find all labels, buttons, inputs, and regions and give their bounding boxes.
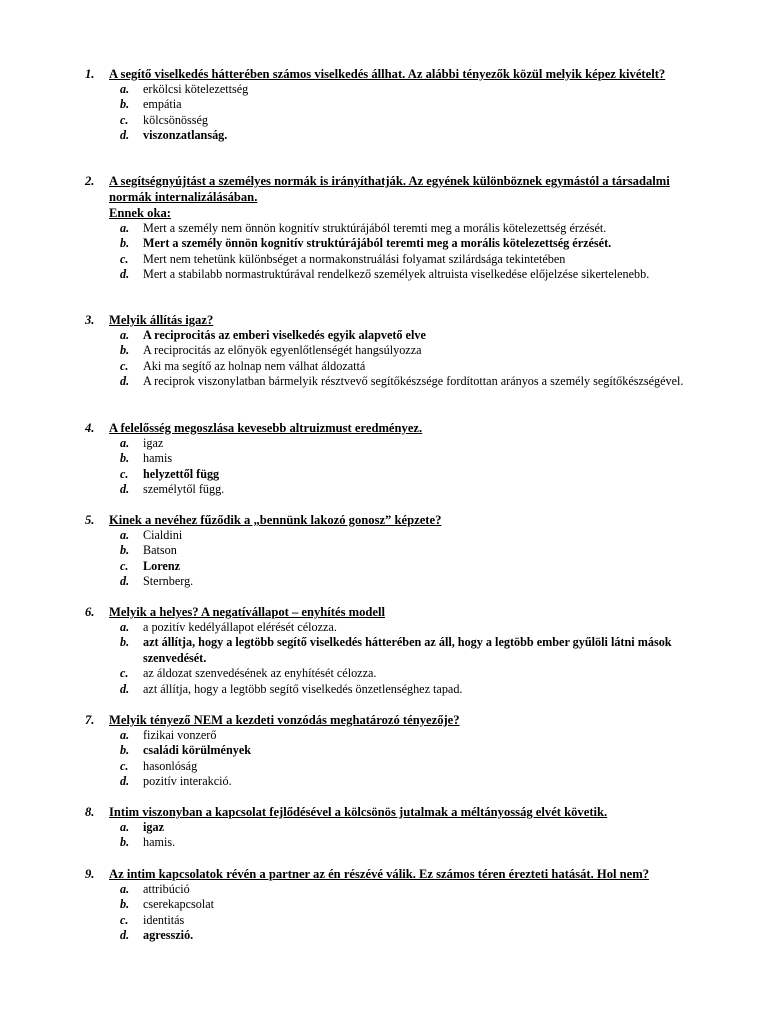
option-list [85,728,695,790]
option-letter: d. [120,482,130,497]
answer-option [85,913,695,928]
option-text: empátia [143,97,182,112]
answer-option [85,666,695,681]
option-text: Aki ma segítő az holnap nem válhat áldozattá [143,358,366,373]
option-text: igaz [143,436,164,450]
option-text: hamis. [143,835,176,850]
answer-option [85,759,695,774]
option-text: attribúció [143,882,190,896]
option-list [85,221,695,283]
option-text: Mert a stabilabb normastruktúrával rendelkező személyek altruista viselkedése előjelzése sikertelenebb. [143,267,650,282]
question-text: Melyik állítás igaz? [109,313,214,327]
option-text: fizikai vonzerő [143,728,217,742]
answer-option [85,267,695,282]
option-letter: b. [120,343,130,358]
answer-option [85,543,695,558]
question-3 [85,312,695,390]
question-heading [85,866,695,882]
option-letter: c. [120,758,129,773]
question-number: 5. [85,513,95,527]
question-heading [85,173,695,221]
question-text: Intim viszonyban a kapcsolat fejlődésével a kölcsönös jutalmak a méltányosság elvét követik. [109,805,608,819]
answer-option [85,374,695,389]
answer-option [85,774,695,789]
question-text: Melyik a helyes? A negatívállapot – enyhítés modell [109,605,386,619]
question-9 [85,866,695,944]
option-letter: a. [120,328,130,342]
question-6 [85,604,695,697]
answer-option [85,236,695,251]
option-letter: a. [120,528,130,542]
question-heading [85,66,695,82]
question-heading [85,312,695,328]
option-letter: b. [120,97,130,112]
option-text: Mert nem tehetünk különbséget a normakonstruálási folyamat szilárdsága tekintetében [143,251,566,266]
question-heading [85,604,695,620]
question-heading [85,804,695,820]
answer-option [85,128,695,143]
question-text: A segítő viselkedés hátterében számos viselkedés állhat. Az alábbi tényezők közül melyik képez kivételt? [109,67,666,81]
option-list [85,820,695,851]
question-text: Kinek a nevéhez fűződik a „bennünk lakozó gonosz” képzete? [109,513,442,527]
option-letter: a. [120,620,130,634]
option-text: Sternberg. [143,574,194,589]
option-list [85,436,695,498]
answer-option [85,559,695,574]
option-text: azt állítja, hogy a legtöbb segítő viselkedés önzetlenséghez tapad. [143,681,463,696]
question-8 [85,804,695,851]
option-text: cserekapcsolat [143,897,215,912]
option-text: Batson [143,543,177,558]
option-text: A reciprocitás az előnyök egyenlőtlenségét hangsúlyozza [143,343,422,358]
option-text: Mert a személy nem önnön kognitív struktúrájából teremti meg a morális kötelezettség érzését. [143,221,607,235]
option-text: pozitív interakció. [143,774,232,789]
option-text: A reciprocitás az emberi viselkedés egyik alapvető elve [143,328,426,342]
option-letter: a. [120,82,130,96]
answer-option [85,436,695,451]
answer-option [85,882,695,897]
option-letter: d. [120,267,130,282]
option-letter: c. [120,666,129,681]
option-text: viszonzatlanság. [143,128,228,143]
option-text: kölcsönösség [143,112,208,127]
option-letter: d. [120,928,130,943]
question-number: 8. [85,805,95,819]
answer-option [85,451,695,466]
option-letter: a. [120,436,130,450]
option-letter: d. [120,374,130,389]
option-letter: a. [120,221,130,235]
question-number: 3. [85,313,95,327]
option-letter: b. [120,835,130,850]
question-text: A felelősség megoszlása kevesebb altruizmust eredményez. [109,421,423,435]
question-number: 6. [85,605,95,619]
answer-option [85,482,695,497]
option-text: családi körülmények [143,743,252,758]
option-letter: b. [120,451,130,466]
question-2 [85,173,695,283]
option-text: hasonlóság [143,758,198,773]
option-list [85,328,695,390]
option-text: erkölcsi kötelezettség [143,82,249,96]
option-list [85,620,695,697]
option-text: a pozitív kedélyállapot elérését célozza. [143,620,337,634]
question-text: A segítségnyújtást a személyes normák is irányíthatják. Az egyének különböznek egymástól a társadalmi normák internalizálásában. [109,174,670,204]
question-number: 4. [85,421,95,435]
answer-option [85,467,695,482]
option-text: hamis [143,451,173,466]
answer-option [85,528,695,543]
answer-option [85,728,695,743]
option-text: agresszió. [143,928,194,943]
answer-option [85,97,695,112]
question-number: 2. [85,174,95,188]
option-text: Mert a személy önnön kognitív struktúrájából teremti meg a morális kötelezettség érzését. [143,236,612,251]
option-text: Cialdini [143,528,183,542]
answer-option [85,928,695,943]
option-letter: b. [120,635,130,650]
question-number: 9. [85,867,95,881]
option-letter: d. [120,574,130,589]
answer-option [85,897,695,912]
option-letter: a. [120,882,130,896]
option-letter: c. [120,358,129,373]
option-letter: d. [120,128,130,143]
question-5 [85,512,695,590]
option-list [85,528,695,590]
question-text: Melyik tényező NEM a kezdeti vonzódás meghatározó tényezője? [109,713,460,727]
answer-option [85,635,695,666]
answer-option [85,82,695,97]
option-text: az áldozat szenvedésének az enyhítését célozza. [143,666,377,681]
question-heading [85,712,695,728]
answer-option [85,820,695,835]
answer-option [85,620,695,635]
question-1 [85,66,695,144]
option-letter: c. [120,558,129,573]
question-subtext: Ennek oka: [109,206,171,220]
option-letter: a. [120,820,130,834]
option-text: A reciprok viszonylatban bármelyik résztvevő segítőkészsége fordítottan arányos a személy segítőkészségével. [143,374,684,389]
answer-option [85,682,695,697]
answer-option [85,343,695,358]
option-letter: c. [120,251,129,266]
answer-option [85,221,695,236]
option-letter: c. [120,466,129,481]
answer-option [85,743,695,758]
answer-option [85,835,695,850]
question-7 [85,712,695,790]
option-letter: c. [120,912,129,927]
option-letter: b. [120,236,130,251]
answer-option [85,574,695,589]
answer-option [85,328,695,343]
answer-option [85,113,695,128]
option-letter: b. [120,743,130,758]
option-text: identitás [143,912,185,927]
question-text: Az intim kapcsolatok révén a partner az én részévé válik. Ez számos téren érezteti hatását. Hol nem? [109,867,650,881]
question-4 [85,420,695,498]
option-letter: a. [120,728,130,742]
question-heading [85,512,695,528]
option-text: Lorenz [143,558,181,573]
option-letter: b. [120,543,130,558]
option-letter: d. [120,681,130,696]
option-list [85,82,695,144]
answer-option [85,359,695,374]
answer-option [85,252,695,267]
question-number: 7. [85,713,95,727]
option-text: személytől függ. [143,482,225,497]
option-letter: c. [120,112,129,127]
question-number: 1. [85,67,95,81]
option-letter: b. [120,897,130,912]
question-heading [85,420,695,436]
option-text: helyzettől függ [143,466,220,481]
option-text: azt állítja, hogy a legtöbb segítő viselkedés hátterében az áll, hogy a legtöbb ember gyűlöli látni mások szenvedését. [143,635,672,665]
option-letter: d. [120,774,130,789]
option-list [85,882,695,944]
option-text: igaz [143,820,164,834]
